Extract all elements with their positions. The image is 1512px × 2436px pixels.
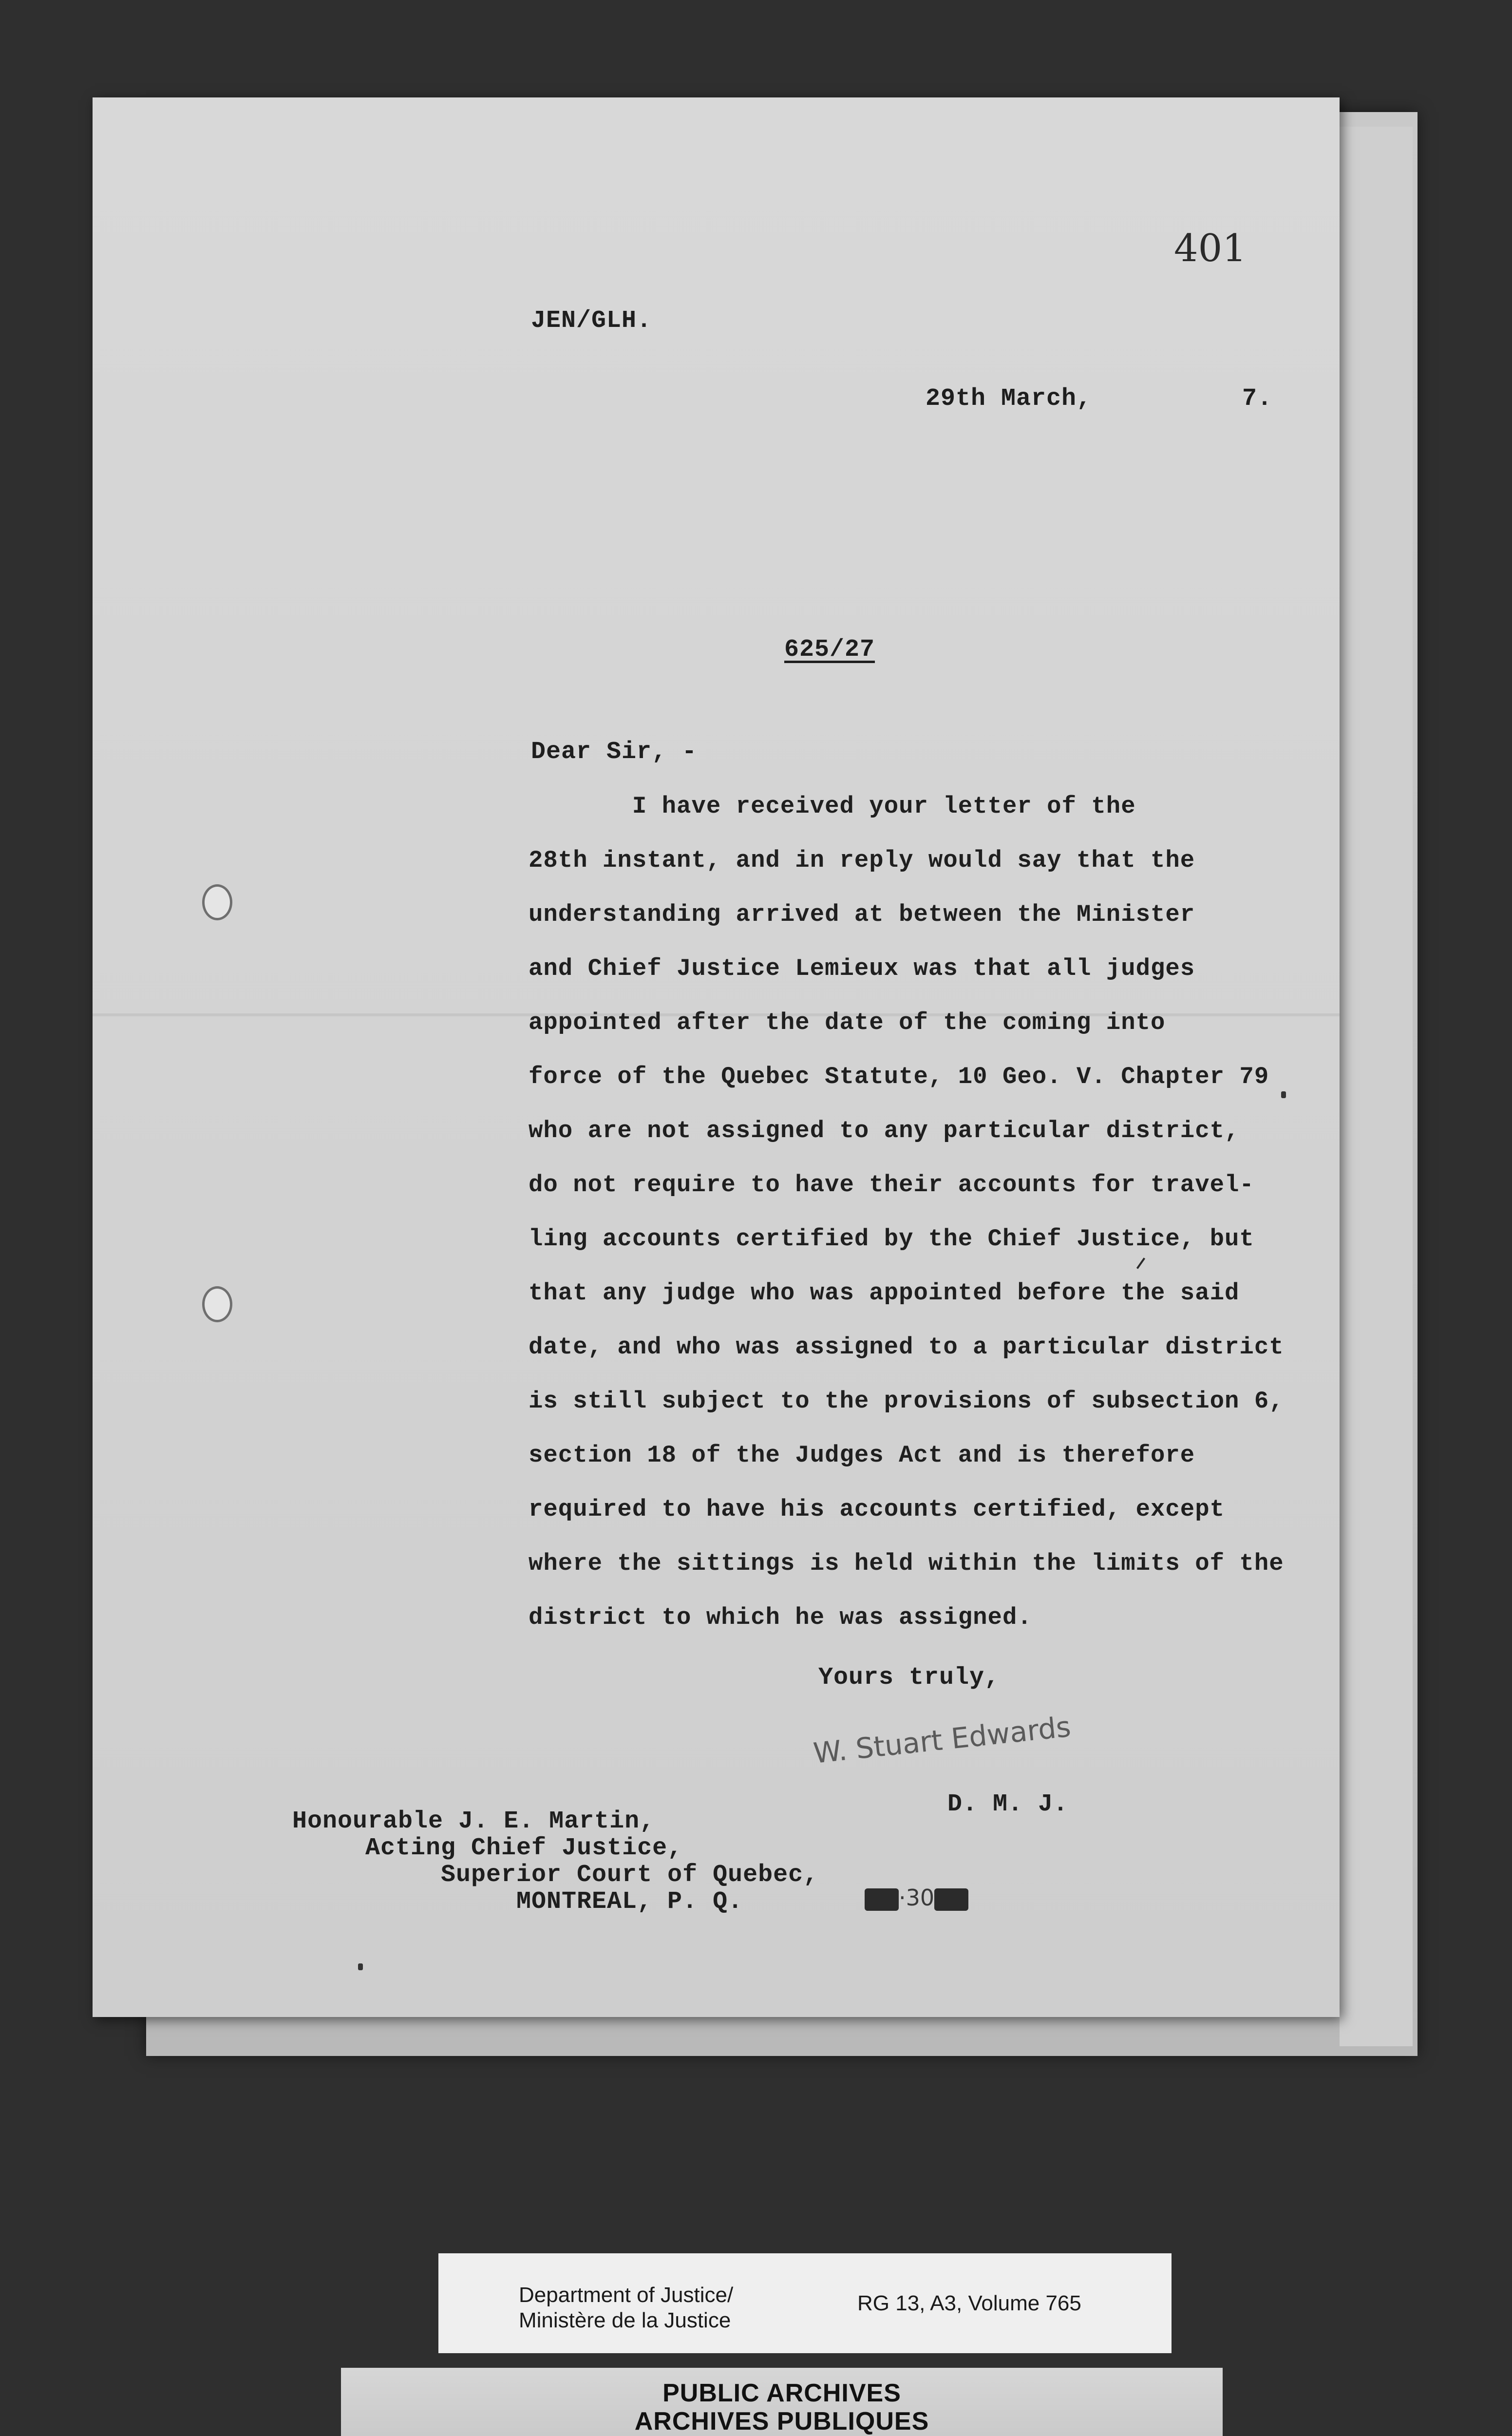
page-number: 401 bbox=[1174, 227, 1247, 270]
body-line: appointed after the date of the coming into bbox=[529, 1009, 1166, 1036]
department-line: Ministère de la Justice bbox=[519, 2308, 731, 2332]
stamp-blot-icon bbox=[934, 1888, 968, 1911]
signature: W. Stuart Edwards bbox=[812, 1710, 1073, 1770]
punch-hole-icon bbox=[202, 1286, 232, 1322]
record-group-reference: RG 13, A3, Volume 765 bbox=[857, 2291, 1081, 2315]
body-line: is still subject to the provisions of subsection 6, bbox=[529, 1388, 1284, 1415]
body-line: and Chief Justice Lemieux was that all judges bbox=[529, 955, 1195, 982]
archives-line: PUBLIC ARCHIVES bbox=[662, 2379, 901, 2407]
recipient-address-line: Honourable J. E. Martin, bbox=[292, 1808, 655, 1835]
stamp-blot-icon bbox=[865, 1888, 899, 1911]
recipient-address-line: Acting Chief Justice, bbox=[365, 1834, 683, 1862]
stamp-day: 30 bbox=[906, 1884, 935, 1911]
ink-dot-icon bbox=[358, 1963, 363, 1970]
archives-line: ARCHIVES PUBLIQUES bbox=[634, 2407, 929, 2436]
body-line: force of the Quebec Statute, 10 Geo. V. Chapter 79 bbox=[529, 1063, 1269, 1090]
reference-initials: JEN/GLH. bbox=[531, 307, 652, 335]
body-line: district to which he was assigned. bbox=[529, 1604, 1032, 1631]
closing: Yours truly, bbox=[818, 1664, 1000, 1692]
recipient-address-line: Superior Court of Quebec, bbox=[441, 1861, 819, 1889]
archive-reference-label bbox=[438, 2253, 1172, 2353]
punch-hole-icon bbox=[202, 884, 232, 920]
department-line: Department of Justice/ bbox=[519, 2283, 734, 2307]
body-line: I have received your letter of the bbox=[529, 793, 1136, 820]
archives-banner bbox=[341, 2368, 1223, 2436]
body-line: date, and who was assigned to a particular district bbox=[529, 1333, 1284, 1361]
body-line: required to have his accounts certified, except bbox=[529, 1496, 1225, 1523]
letter-date: 29th March, bbox=[926, 385, 1092, 413]
body-line: understanding arrived at between the Minister bbox=[529, 901, 1195, 928]
recipient-address-line: MONTREAL, P. Q. bbox=[516, 1888, 743, 1916]
body-line: section 18 of the Judges Act and is therefore bbox=[529, 1442, 1195, 1469]
letter-year: 7. bbox=[1242, 385, 1273, 413]
body-line: 28th instant, and in reply would say that the bbox=[529, 847, 1195, 874]
backing-sheet-edge bbox=[1340, 127, 1413, 2046]
body-line: do not require to have their accounts for travel- bbox=[529, 1171, 1254, 1199]
letter-body bbox=[529, 792, 1308, 1657]
salutation: Dear Sir, - bbox=[531, 738, 698, 766]
signer-title: D. M. J. bbox=[947, 1790, 1069, 1818]
file-number: 625/27 bbox=[784, 636, 875, 664]
body-line: that any judge who was appointed before the said bbox=[529, 1279, 1240, 1307]
ink-dot-icon bbox=[1281, 1091, 1286, 1098]
body-line: where the sittings is held within the limits of the bbox=[529, 1550, 1284, 1577]
body-line: ling accounts certified by the Chief Justice, but bbox=[529, 1225, 1254, 1253]
department-name bbox=[519, 2283, 733, 2333]
body-line: who are not assigned to any particular district, bbox=[529, 1117, 1240, 1144]
received-stamp: ·30 bbox=[865, 1884, 968, 1911]
